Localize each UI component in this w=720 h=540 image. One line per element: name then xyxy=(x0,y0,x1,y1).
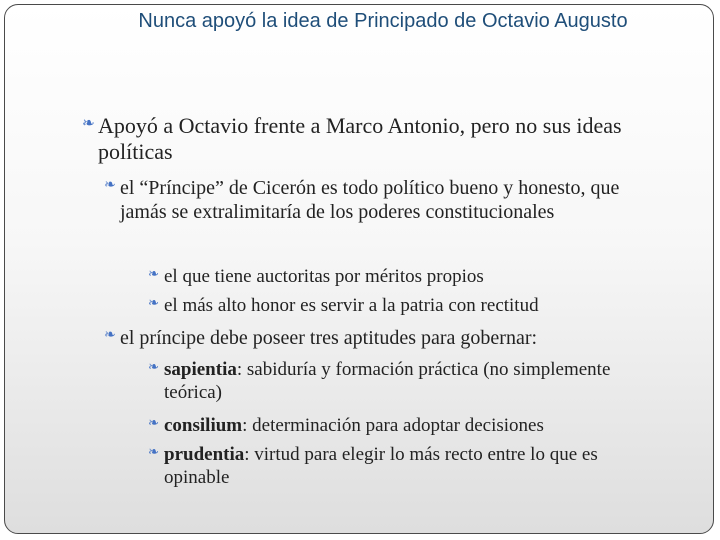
slide xyxy=(4,4,714,534)
bullet-honor xyxy=(148,295,664,318)
bullet-ornament-icon: ❧ xyxy=(104,326,116,343)
bullet-text: Apoyó a Octavio frente a Marco Antonio, pero no sus ideas políticas xyxy=(98,113,622,165)
bullet-text: el “Príncipe” de Cicerón es todo político bueno y honesto, que jamás se extralimitaría de los poderes constitucionales xyxy=(120,177,620,223)
bullet-principe xyxy=(104,176,640,224)
bullet-text: : determinación para adoptar decisiones xyxy=(242,415,544,436)
term-sapientia: sapientia xyxy=(164,359,237,380)
bullet-ornament-icon: ❧ xyxy=(104,176,116,193)
term-prudentia: prudentia xyxy=(164,444,245,465)
bullet-text: : sabiduría y formación práctica (no simplemente teórica) xyxy=(164,359,611,403)
bullet-auctoritas xyxy=(148,266,664,289)
bullet-prudentia xyxy=(148,444,664,490)
bullet-ornament-icon: ❧ xyxy=(148,295,160,311)
bullet-text: el más alto honor es servir a la patria con rectitud xyxy=(164,295,539,316)
bullet-ornament-icon: ❧ xyxy=(148,415,160,431)
bullet-ornament-icon: ❧ xyxy=(148,266,160,282)
bullet-ornament-icon: ❧ xyxy=(148,444,160,460)
bullet-consilium xyxy=(148,415,664,438)
bullet-ornament-icon: ❧ xyxy=(148,359,160,375)
bullet-text: el que tiene auctoritas por méritos propios xyxy=(164,266,484,287)
bullet-sapientia xyxy=(148,359,664,405)
term-consilium: consilium xyxy=(164,415,243,436)
slide-title: Nunca apoyó la idea de Principado de Octavio Augusto xyxy=(138,10,628,32)
bullet-aptitudes xyxy=(104,326,640,350)
bullet-text: : virtud para elegir lo más recto entre lo que es opinable xyxy=(164,444,598,488)
bullet-text: el príncipe debe poseer tres aptitudes para gobernar: xyxy=(120,327,538,349)
bullet-ornament-icon: ❧ xyxy=(82,113,95,132)
bullet-main xyxy=(82,113,658,166)
